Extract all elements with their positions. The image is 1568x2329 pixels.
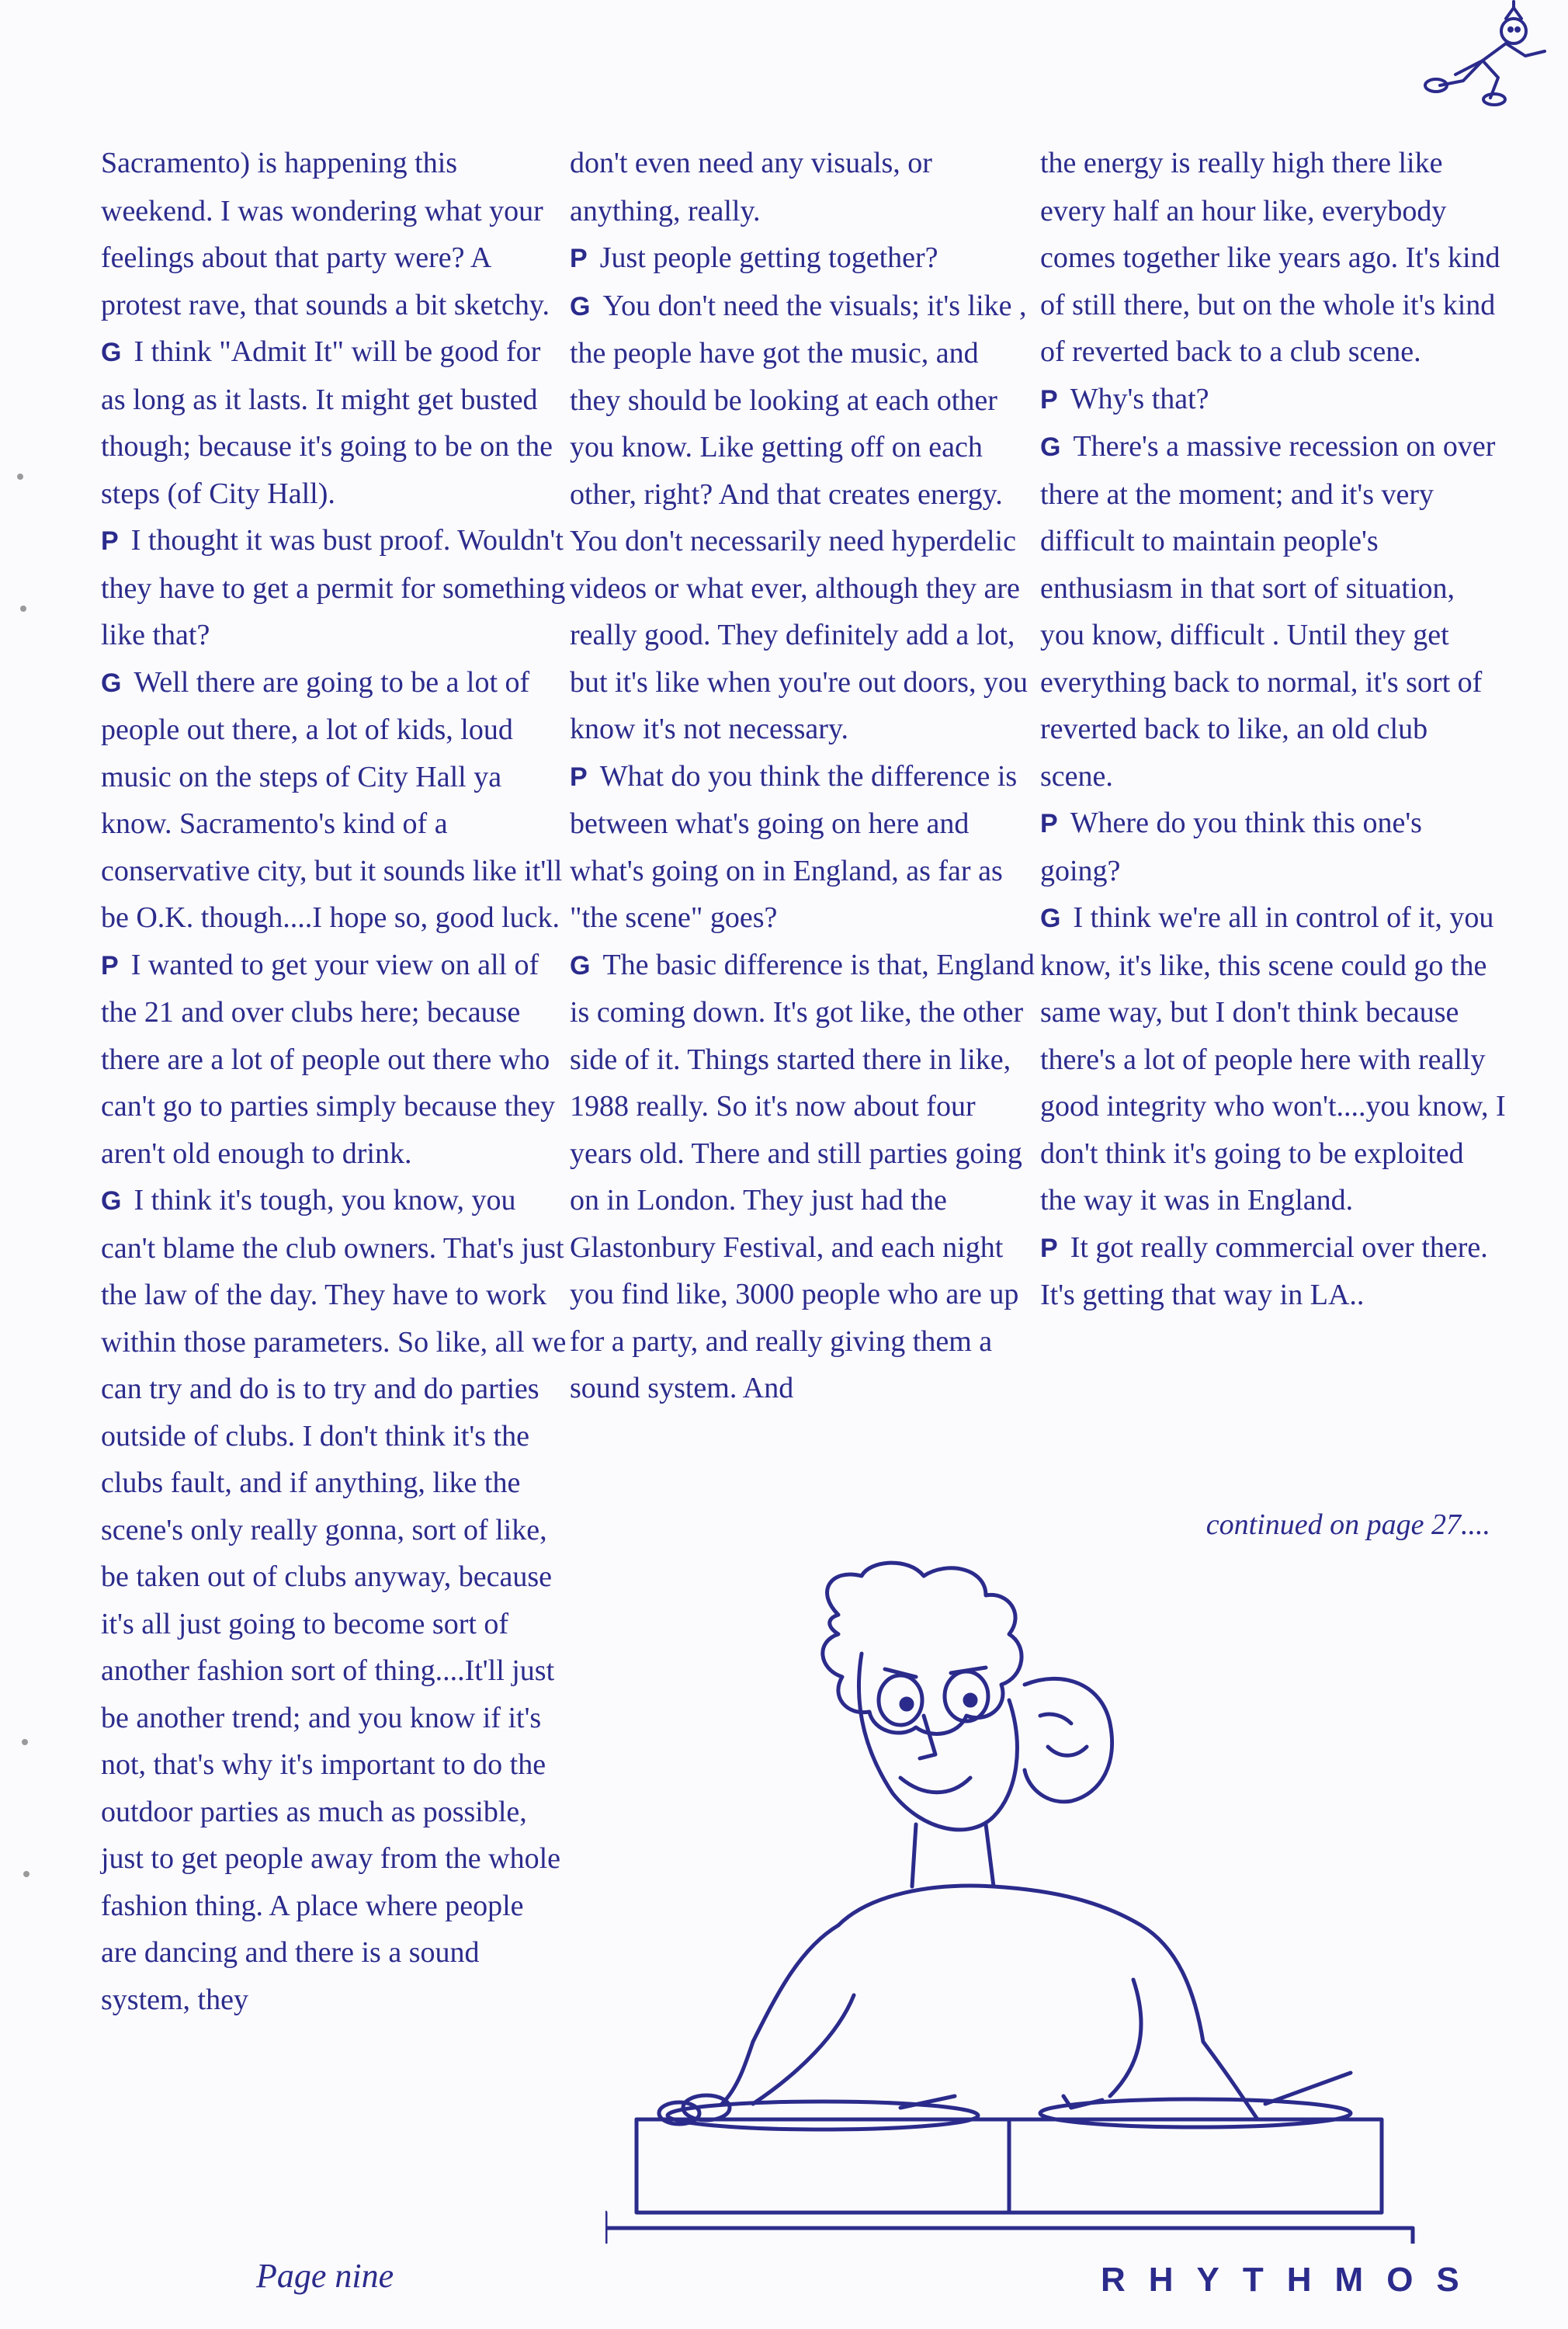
paragraph xyxy=(570,942,1036,1412)
speaker-initial: G xyxy=(570,950,591,981)
paragraph-text: I think "Admit It" will be good for as long as it lasts. It might get busted though; because it's going to be on the steps (of City Hall). xyxy=(101,335,553,510)
paragraph-text: the energy is really high there like every half an hour like, everybody comes together like years ago. It's kind of still there, but on the whole it's kind of reverted back to a club scene. xyxy=(1040,147,1500,368)
speck xyxy=(22,1739,28,1745)
speaker-initial: G xyxy=(101,668,122,698)
paragraph xyxy=(1040,894,1506,1224)
paragraph xyxy=(570,753,1036,942)
paragraph-text: Where do you think this one's going? xyxy=(1040,807,1422,887)
speaker-initial: P xyxy=(1040,384,1058,415)
speaker-initial: P xyxy=(1040,809,1058,838)
speaker-initial: P xyxy=(570,244,588,273)
paragraph-text: I thought it was bust proof. Wouldn't they have to get a permit for something like that? xyxy=(101,524,566,651)
paragraph xyxy=(101,659,567,942)
speck xyxy=(17,474,23,480)
paragraph xyxy=(101,140,567,328)
paragraph-text: Sacramento) is happening this weekend. I was wondering what your feelings about that party were? A protest rave, that sounds a bit sketchy. xyxy=(101,147,550,321)
paragraph-text: What do you think the difference is between what's going on here and what's going on in England, as far as "the scene" goes? xyxy=(570,759,1018,934)
paragraph-text: Why's that? xyxy=(1070,382,1209,415)
paragraph xyxy=(570,283,1036,753)
speaker-initial: G xyxy=(1040,432,1061,462)
paragraph-text: I think we're all in control of it, you know, it's like, this scene could go the same way, but I don't think because there's a lot of people here with really good integrity who won't....you know, I don't think it's going to be exploited the way it was in England. xyxy=(1040,901,1506,1217)
speaker-initial: G xyxy=(1040,904,1061,933)
speaker-initial: G xyxy=(101,338,122,367)
speaker-initial: G xyxy=(570,291,591,321)
paragraph-text: Well there are going to be a lot of people out there, a lot of kids, loud music on the steps of City Hall ya know. Sacramento's kind of a conservative city, but it sounds like it'll be O.K. though....I hope so, good luck. xyxy=(101,665,563,934)
speaker-initial: P xyxy=(101,950,119,981)
paragraph xyxy=(570,140,1036,234)
paragraph-text: don't even need any visuals, or anything, really. xyxy=(570,147,932,227)
paragraph-text: I wanted to get your view on all of the 21 and over clubs here; because there are a lot of people out there who can't go to parties simply because they aren't old enough to drink. xyxy=(101,948,556,1170)
continued-notice: continued on page 27.... xyxy=(1205,1508,1490,1541)
article-column-3 xyxy=(1040,140,1506,1319)
page-number: Page nine xyxy=(256,2257,394,2295)
speaker-initial: P xyxy=(1040,1233,1058,1263)
paragraph-text: There's a massive recession on over there at the moment; and it's very difficult to maintain people's enthusiasm in that sort of situation, you know, difficult . Until they get everything back to normal, it's sort of reverted back to like, an old club scene. xyxy=(1040,430,1496,793)
paragraph xyxy=(1040,1224,1506,1319)
magazine-name: RHYTHMOS xyxy=(1101,2261,1483,2299)
paragraph-text: The basic difference is that, England is coming down. It's got like, the other side of it. Things started there in like, 1988 really. So it's now about four years old. There and still parties going on in London. They just had the Glastonbury Festival, and each night you find like, 3000 people who are up for a party, and really giving them a sound system. And xyxy=(570,948,1035,1404)
paragraph xyxy=(1040,140,1506,376)
paragraph xyxy=(101,517,567,659)
paragraph xyxy=(1040,423,1506,800)
paragraph-text: Just people getting together? xyxy=(599,241,938,274)
paragraph xyxy=(101,328,567,517)
speaker-initial: P xyxy=(570,762,588,792)
paragraph xyxy=(101,1177,567,2023)
paragraph xyxy=(1040,376,1506,424)
speaker-initial: P xyxy=(101,526,119,556)
paragraph xyxy=(1040,800,1506,894)
running-figure-icon xyxy=(1397,0,1568,109)
article-column-1 xyxy=(101,140,567,2023)
speaker-initial: G xyxy=(101,1186,122,1216)
paragraph xyxy=(570,234,1036,283)
speck xyxy=(20,606,26,612)
speck xyxy=(23,1871,29,1877)
article-column-2 xyxy=(570,140,1036,1412)
paragraph-text: It got really commercial over there. It's getting that way in LA.. xyxy=(1040,1230,1488,1311)
dj-drawing-icon xyxy=(605,1560,1521,2244)
paragraph-text: You don't need the visuals; it's like , the people have got the music, and they should be looking at each other you know. Like getting off on each other, right? And that creates energy. You don't necessarily need hyperdelic videos or what ever, although they are really good. They definitely add a lot, but it's like when you're out doors, you know it's not necessary. xyxy=(570,289,1028,745)
paragraph xyxy=(101,942,567,1178)
paragraph-text: I think it's tough, you know, you can't blame the club owners. That's just the law of the day. They have to work within those parameters. So like, all we can try and do is to try and do parties outside of clubs. I don't think it's the clubs fault, and if anything, like the scene's only really gonna, sort of like, be taken out of clubs anyway, because it's all just going to become sort of another fashion sort of thing....It'll just be another trend; and you know if it's not, that's why it's important to do the outdoor parties as much as possible, just to get people away from the whole fashion thing. A place where people are dancing and there is a sound system, they xyxy=(101,1184,567,2016)
